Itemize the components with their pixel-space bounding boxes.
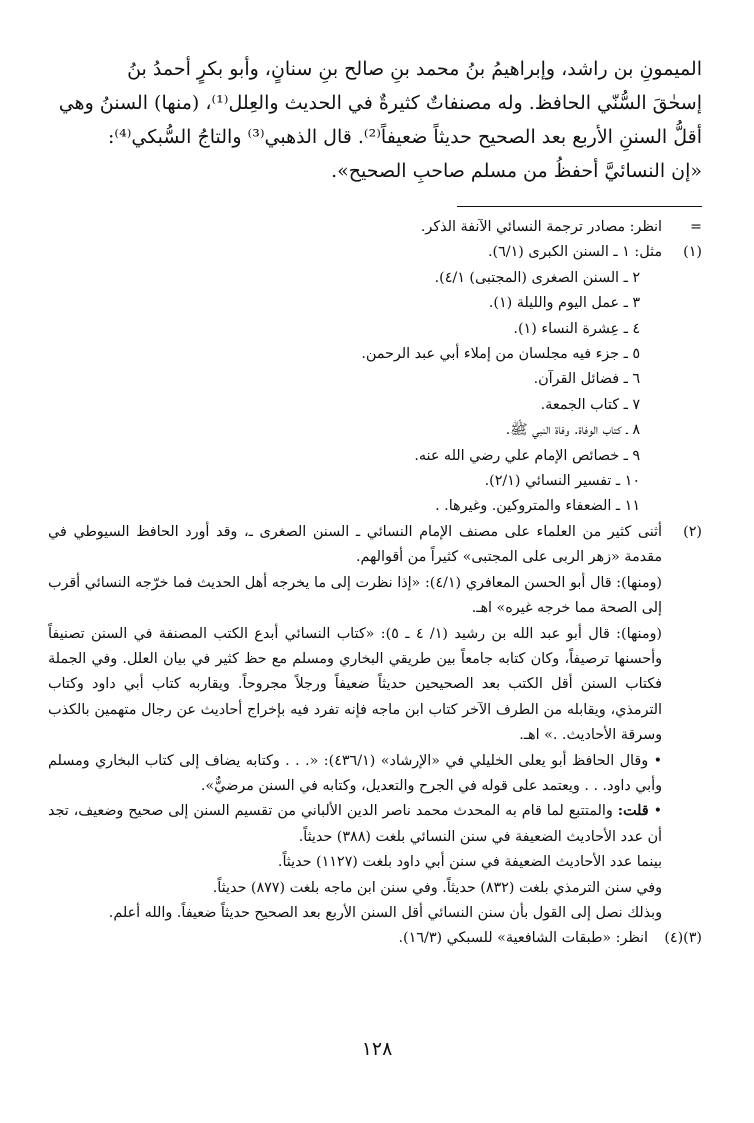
remark-text: والمتتبع لما قام به المحدث محمد ناصر الدين الألباني من تقسيم السنن إلى صحيح وضعيف، تجد أن عدد الأحاديث الضعيفة في سنن النسائي بلغت (٣٨٨) حديثاً. (48, 803, 662, 845)
footnote-list-item: ١١ ـ الضعفاء والمتروكين. وغيرها. . (435, 498, 640, 515)
footnote-paragraph: • وقال الحافظ أبو يعلى الخليلي في «الإرشاد» (٤٣٦/١): «. . . وكتابه يضاف إلى كتاب البخاري ومسلم وأبي داود. . . ويعتمد على قوله في الجرح والتعديل، وكتابه في السنن مرضيٌّ». (48, 752, 663, 794)
footnote-2 (48, 520, 702, 571)
main-line: «إن النسائيَّ أحفظُ من مسلم صاحبِ الصحيح». (331, 160, 702, 182)
footnote-text: أثنى كثير من العلماء على مصنف الإمام النسائي ـ السنن الصغرى ـ، وقد أورد الحافظ السيوطي في مقدمة «زهر الربى على المجتبى» كثيراً من أقوالهم. (48, 523, 662, 566)
footnote-paragraph: (ومنها): قال أبو الحسن المعافري (٤/١): «إذا نظرت إلى ما يخرجه أهل الحديث فما خرّجه النسائي أقرب إلى الصحة مما خرجه غيره» اهـ. (48, 574, 663, 617)
main-line: أقلُّ السننِ الأربع بعد الصحيح حديثاً ضعيفاً⁽²⁾. قال الذهبي⁽³⁾ والتاجُ السُّبكي⁽⁴⁾: (107, 126, 702, 148)
footnote-paragraph: وبذلك نصل إلى القول بأن سنن النسائي أقل السنن الأربع بعد الصحيح حديثاً ضعيفاً. والله أعلم. (108, 904, 662, 921)
footnote-paragraph: بينما عدد الأحاديث الضعيفة في سنن أبي داود بلغت (١١٢٧) حديثاً. (277, 854, 662, 871)
footnote-text: مثل: ١ ـ السنن الكبرى (٦/١). (487, 244, 662, 261)
footnote-paragraph: وفي سنن الترمذي بلغت (٨٣٢) حديثاً. وفي سنن ابن ماجه بلغت (٨٧٧) حديثاً. (212, 879, 662, 896)
remark-label: قلت: (617, 803, 649, 820)
page-number: ١٢٨ (361, 1038, 393, 1060)
footnote-list-item: ٢ ـ السنن الصغرى (المجتبى) ٤/١). (434, 269, 640, 286)
footnote-list-item: ٩ ـ خصائص الإمام علي رضي الله عنه. (414, 447, 640, 464)
footnote-list-item: ٦ ـ فضائل القرآن. (533, 371, 640, 388)
footnote-3-4 (48, 926, 702, 951)
footnote-1 (48, 240, 702, 265)
main-line: إسحٰقَ السُّنّي الحافظ. وله مصنفاتٌ كثيرةٌ في الحديث والعِلل⁽¹⁾، (منها) السننُ وهي (58, 92, 702, 114)
book-page (48, 52, 702, 1083)
footnote-list-item: ٧ ـ كتاب الجمعة. (540, 396, 640, 413)
footnote-list-item: ٤ ـ عِشرة النساء (١). (513, 320, 640, 337)
footnote-paragraph: (ومنها): قال أبو عبد الله بن رشيد (١/ ٤ ـ ٥): «كتاب النسائي أبدع الكتب المصنفة في السنن تصنيفاً وأحسنها ترصيفاً، وكان كتابه جامعاً بين طريقي البخاري ومسلم مع حظ كثير في بيان العلل. وفي الجملة فكتاب السنن أقل الكتب بعد الصحيحين حديثاً ضعيفاً ورجلاً مجروحاً. ويقاربه كتاب أبي داود وكتاب الترمذي، ويقابله من الطرف الآخر كتاب ابن ماجه فإنه تفرد فيه بإخراج أحاديث عن رجال متهمين بالكذب وسرقة الأحاديث. .» اهـ. (48, 625, 662, 744)
main-text (48, 52, 702, 188)
footnote-continuation (48, 215, 702, 240)
footnote-list-item: ٥ ـ جزء فيه مجلسان من إملاء أبي عبد الرحمن. (361, 346, 640, 363)
main-line: الميمونِ بن راشد، وإبراهيمُ بنُ محمد بنِ صالح بنِ سنانٍ، وأبو بكرٍ أحمدُ بنُ (127, 58, 702, 80)
footnote-text: انظر: مصادر ترجمة النسائي الآنفة الذكر. (420, 219, 662, 235)
footnote-text: انظر: «طبقات الشافعية» للسبكي (١٦/٣). (398, 930, 648, 947)
footnote-list-item: ٣ ـ عمل اليوم والليلة (١). (488, 295, 640, 312)
footnote-mark: = (690, 219, 702, 235)
footnote-list-item: ٨ ـ كتاب الوفاة. وفاة النبي ﷺ. (505, 422, 640, 439)
footnote-list-item: ١٠ ـ تفسير النسائي (٢/١). (484, 473, 640, 490)
bullet: • (648, 803, 662, 820)
footnote-mark: (٢) (683, 523, 702, 540)
footnote-mark: (١) (683, 244, 702, 261)
footnote-paragraph (48, 799, 702, 850)
footnote-mark: (٣)(٤) (664, 930, 702, 947)
footnotes (48, 215, 702, 952)
footnote-divider (457, 206, 702, 207)
